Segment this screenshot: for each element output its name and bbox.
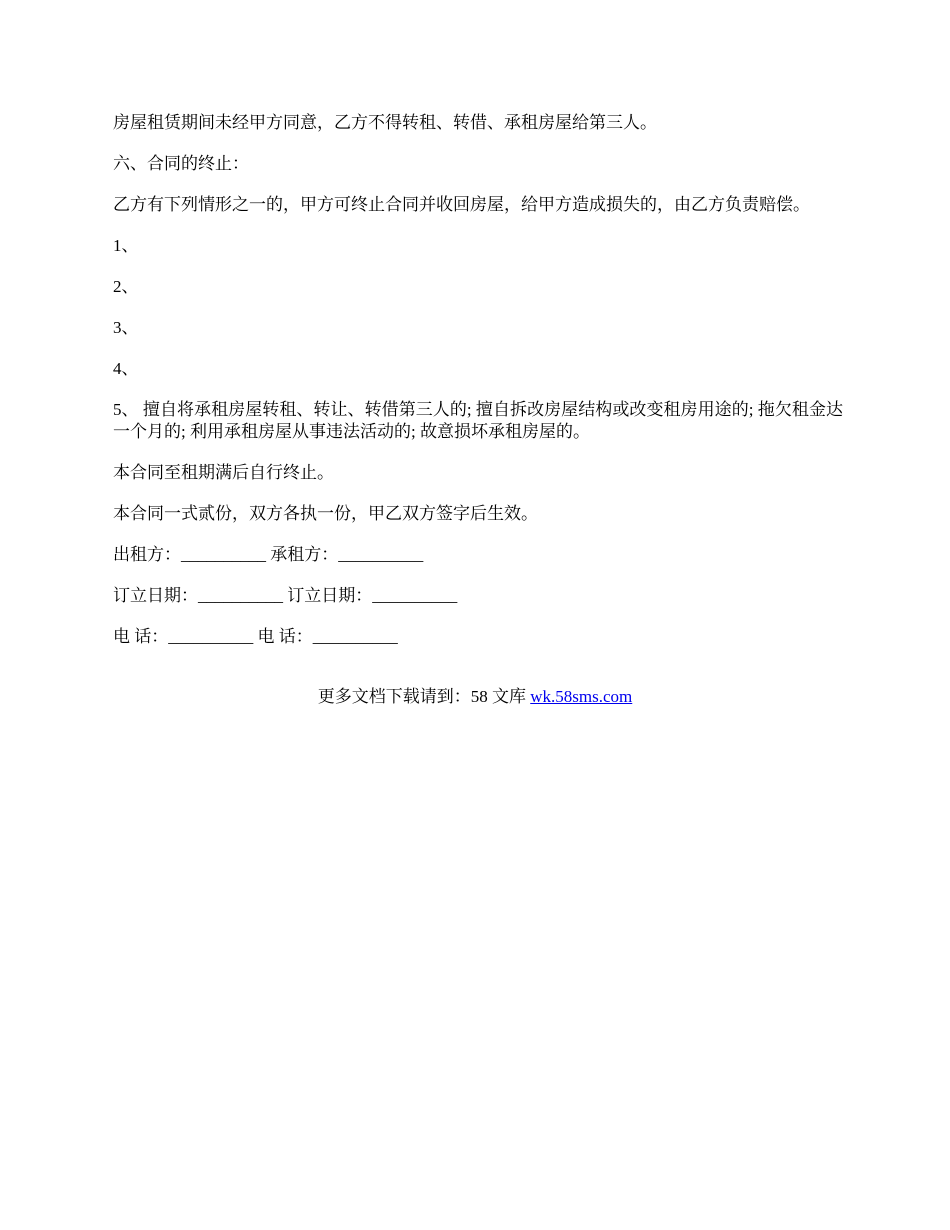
signature-phones: 电 话：__________ 电 话：__________ [113, 627, 398, 646]
list-item-4: 4、 [113, 359, 139, 378]
signature-parties: 出租方：__________ 承租方：__________ [113, 545, 424, 564]
footer-link[interactable]: wk.58sms.com [530, 687, 633, 706]
section-heading-termination: 六、合同的终止： [113, 154, 249, 173]
list-item-1: 1、 [113, 236, 139, 255]
download-footer [0, 686, 950, 708]
signature-dates: 订立日期：__________ 订立日期：__________ [113, 586, 458, 605]
paragraph-contract-end: 本合同至租期满后自行终止。 [113, 463, 334, 482]
paragraph-termination-conditions: 乙方有下列情形之一的，甲方可终止合同并收回房屋，给甲方造成损失的，由乙方负责赔偿。 [113, 195, 810, 214]
paragraph-sublease: 房屋租赁期间未经甲方同意，乙方不得转租、转借、承租房屋给第三人。 [113, 113, 657, 132]
list-item-5: 5、 擅自将承租房屋转租、转让、转借第三人的; 擅自拆改房屋结构或改变租房用途的; 拖欠租金达一个月的; 利用承租房屋从事违法活动的; 故意损坏承租房屋的。 [113, 400, 843, 441]
list-item-3: 3、 [113, 318, 139, 337]
document-body [113, 112, 843, 667]
footer-text: 更多文档下载请到：58 文库 [317, 687, 531, 706]
paragraph-copies: 本合同一式贰份，双方各执一份，甲乙双方签字后生效。 [113, 504, 538, 523]
list-item-2: 2、 [113, 277, 139, 296]
